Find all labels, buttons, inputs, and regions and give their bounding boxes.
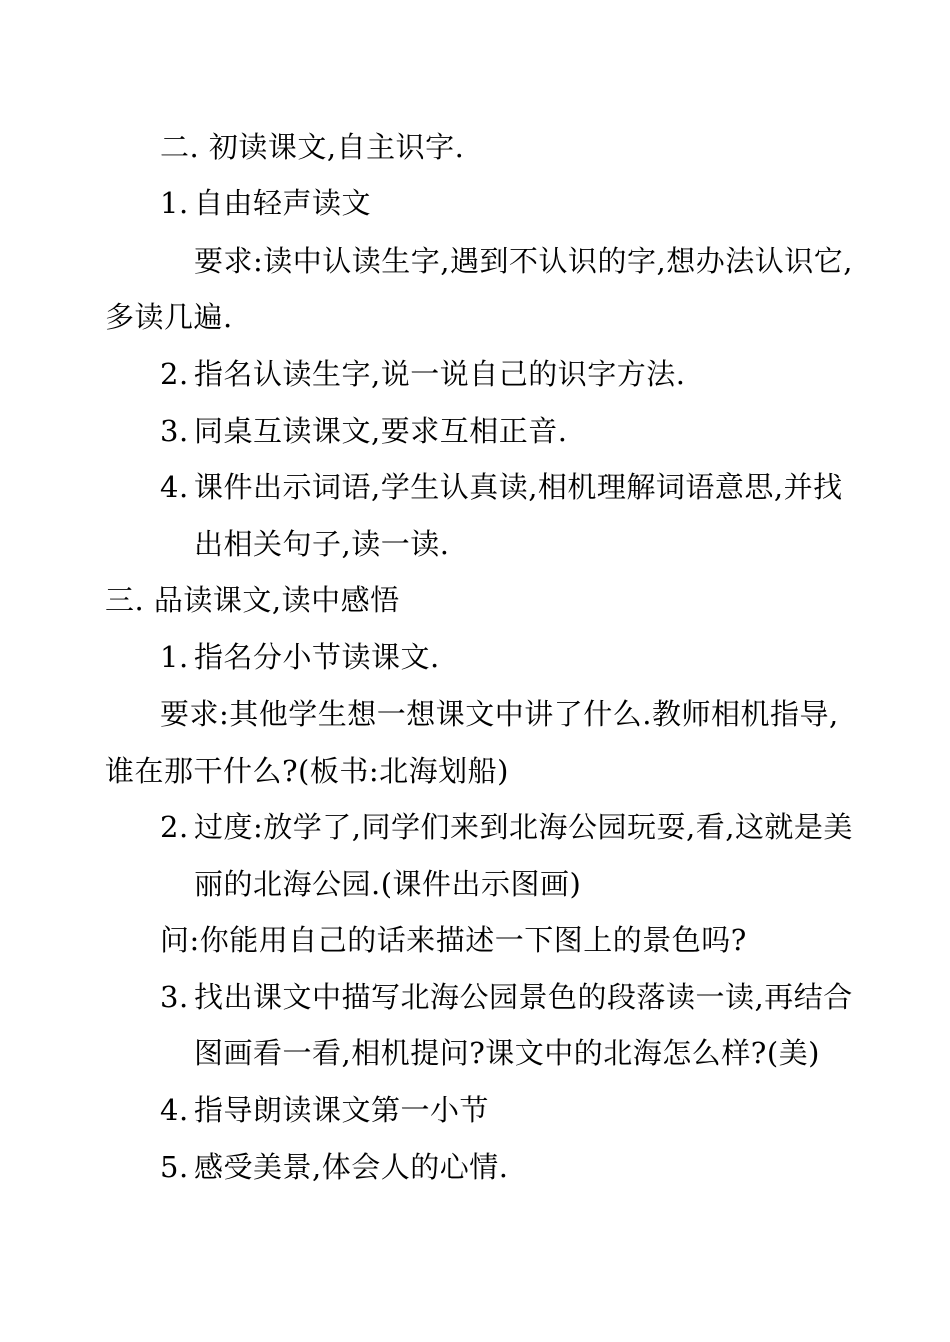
section2-item3 — [160, 411, 567, 451]
section2-requirement-line2: 多读几遍. — [105, 300, 233, 334]
item-number: 4. — [160, 470, 189, 504]
item-text: 指名分小节读课文. — [194, 640, 440, 674]
item-number: 5. — [160, 1150, 189, 1184]
item-number: 3. — [160, 980, 189, 1014]
section3-item3-line2: 图画看一看,相机提问?课文中的北海怎么样?(美) — [194, 1036, 820, 1070]
item-text: 找出课文中描写北海公园景色的段落读一读,再结合 — [194, 980, 853, 1014]
section3-item3 — [160, 977, 853, 1017]
section3-item4 — [160, 1090, 489, 1130]
section2-item1 — [160, 183, 371, 223]
item-number: 4. — [160, 1093, 189, 1127]
item-text: 自由轻声读文 — [194, 186, 372, 220]
item-text: 过度:放学了,同学们来到北海公园玩耍,看,这就是美 — [194, 810, 853, 844]
item-text: 感受美景,体会人的心情. — [194, 1150, 509, 1184]
section2-requirement-line1: 要求:读中认读生字,遇到不认识的字,想办法认识它, — [194, 244, 853, 278]
section3-item5 — [160, 1147, 508, 1187]
item-text: 指导朗读课文第一小节 — [194, 1093, 490, 1127]
item-number: 1. — [160, 640, 189, 674]
item-text: 同桌互读课文,要求互相正音. — [194, 414, 568, 448]
section3-item2-line2: 丽的北海公园.(课件出示图画) — [194, 867, 582, 901]
item-number: 2. — [160, 357, 189, 391]
item-text: 课件出示词语,学生认真读,相机理解词语意思,并找 — [194, 470, 843, 504]
section2-item2 — [160, 354, 685, 394]
item-number: 1. — [160, 186, 189, 220]
section3-requirement-line2: 谁在那干什么?(板书:北海划船) — [105, 754, 509, 788]
section3-item2 — [160, 807, 853, 847]
section3-question: 问:你能用自己的话来描述一下图上的景色吗? — [160, 923, 747, 957]
section3-item1 — [160, 637, 440, 677]
section3-requirement-line1: 要求:其他学生想一想课文中讲了什么.教师相机指导, — [160, 697, 839, 731]
item-number: 2. — [160, 810, 189, 844]
section2-item4-line2: 出相关句子,读一读. — [194, 527, 450, 561]
section2-item4 — [160, 467, 843, 507]
section2-heading: 二. 初读课文,自主识字. — [160, 130, 465, 164]
item-text: 指名认读生字,说一说自己的识字方法. — [194, 357, 686, 391]
section3-heading: 三. 品读课文,读中感悟 — [105, 583, 400, 617]
item-number: 3. — [160, 414, 189, 448]
